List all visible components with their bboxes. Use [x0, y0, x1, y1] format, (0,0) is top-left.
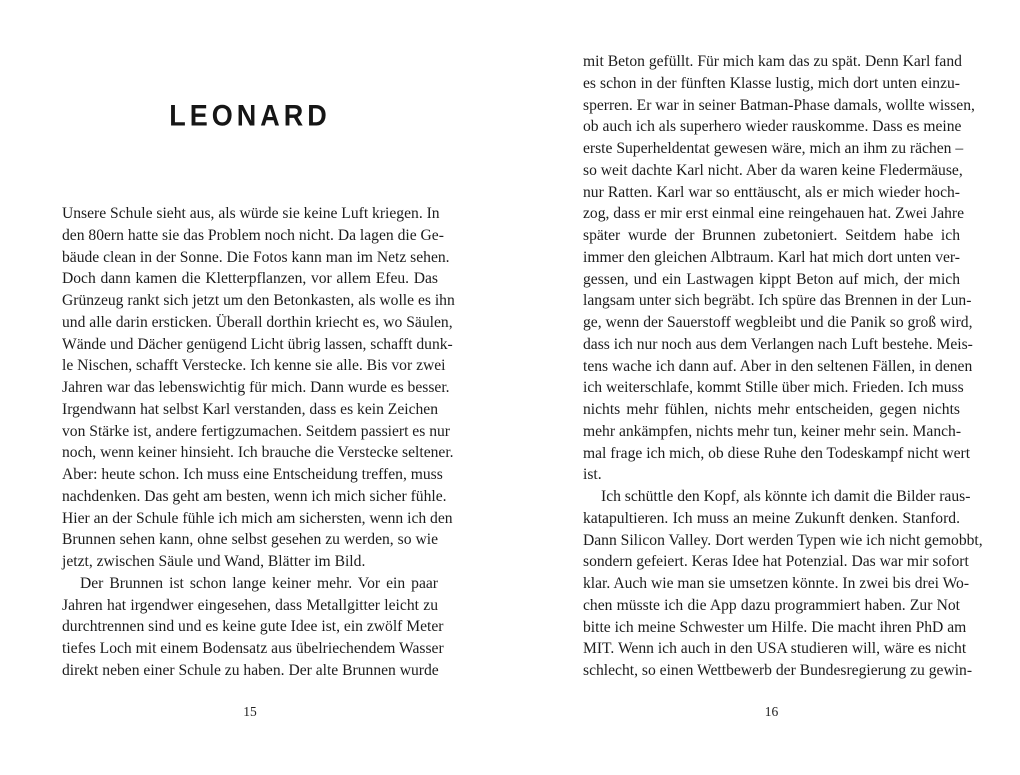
- text-line: Jahren war das lebenswichtig für mich. Dann wurde es besser.: [62, 379, 450, 396]
- text-line: es schon in der fünften Klasse lustig, mich dort unten einzu-: [583, 74, 960, 92]
- text-line: Der Brunnen ist schon lange keiner mehr. Vor ein paar: [80, 574, 438, 592]
- text-line: direkt neben einer Schule zu haben. Der alte Brunnen wurde: [62, 661, 439, 679]
- text-line: Aber: heute schon. Ich muss eine Entscheidung treffen, muss: [62, 466, 443, 483]
- text-line: Jahren hat irgendwer eingesehen, dass Metallgitter leicht zu: [62, 596, 438, 614]
- text-line: ge, wenn der Sauerstoff wegbleibt und die Panik so groß wird,: [583, 314, 973, 331]
- text-line: le Nischen, schafft Verstecke. Ich kenne sie alle. Bis vor zwei: [62, 357, 446, 375]
- text-line: bäude clean in der Sonne. Die Fotos kann man im Netz sehen.: [62, 248, 450, 266]
- text-line: katapultieren. Ich muss an meine Zukunft denken. Stanford.: [583, 509, 960, 527]
- text-line: Unsere Schule sieht aus, als würde sie keine Luft kriegen. In: [62, 205, 440, 222]
- text-line: nur Ratten. Karl war so enttäuscht, als er mich wieder hoch-: [583, 183, 960, 201]
- text-line: durchtrennen sind und es keine gute Idee ist, ein zwölf Meter: [62, 618, 444, 636]
- text-line: nichts mehr fühlen, nichts mehr entscheiden, gegen nichts: [583, 401, 960, 418]
- text-line: MIT. Wenn ich auch in den USA studieren will, wäre es nicht: [583, 640, 967, 658]
- text-line: so weit dachte Karl nicht. Aber da waren keine Fledermäuse,: [583, 161, 963, 179]
- text-line: Ich schüttle den Kopf, als könnte ich damit die Bilder raus-: [601, 488, 971, 505]
- text-line: bitte ich meine Schwester um Hilfe. Die macht ihren PhD am: [583, 618, 967, 636]
- text-line: später wurde der Brunnen zubetoniert. Seitdem habe ich: [583, 227, 960, 244]
- text-line: dass ich nur noch aus dem Verlangen nach Luft bestehe. Meis-: [583, 335, 973, 353]
- text-line: ist.: [583, 466, 602, 484]
- page-right: [583, 0, 983, 775]
- text-line: jetzt, zwischen Säule und Wand, Blätter im Bild.: [62, 553, 366, 570]
- text-line: noch, wenn keiner hinsieht. Ich brauche die Verstecke seltener.: [62, 444, 454, 462]
- text-line: mal frage ich mich, ob diese Ruhe den Todeskampf nicht wert: [583, 444, 971, 462]
- text-line: und alle darin ersticken. Überall dorthin kriecht es, wo Säulen,: [62, 313, 453, 331]
- text-line: Irgendwann hat selbst Karl verstanden, dass es kein Zeichen: [62, 400, 439, 418]
- text-line: ob auch ich als superhero wieder rauskomme. Dass es meine: [583, 118, 962, 136]
- text-line: Wände und Dächer genügend Licht übrig lassen, schafft dunk-: [62, 335, 453, 353]
- text-line: chen müsste ich die App dazu programmiert haben. Zur Not: [583, 596, 960, 614]
- text-line: den 80ern hatte sie das Problem noch nicht. Da lagen die Ge-: [62, 226, 444, 244]
- text-line: schlecht, so einen Wettbewerb der Bundesregierung zu gewin-: [583, 662, 973, 679]
- text-line: gessen, und ein Lastwagen kippt Beton auf mich, der mich: [583, 270, 960, 288]
- text-line: Brunnen sehen kann, ohne selbst gesehen zu werden, so wie: [62, 531, 438, 549]
- text-line: sperren. Er war in seiner Batman-Phase damals, wollte wissen,: [583, 96, 975, 114]
- text-line: tens wache ich dann auf. Aber in den seltenen Fällen, in denen: [583, 357, 973, 375]
- text-line: erste Superheldentat gewesen wäre, mich an ihm zu rächen –: [583, 140, 964, 157]
- text-line: ich weiterschlafe, kommt Stille über mich. Frieden. Ich muss: [583, 379, 964, 397]
- text-line: zog, dass er mir erst einmal eine reingehauen hat. Zwei Jahre: [583, 205, 965, 223]
- text-line: von Stärke ist, andere fertigzumachen. Seitdem passiert es nur: [62, 422, 450, 440]
- text-line: sondern gefeiert. Keras Idee hat Potenzial. Das war mir sofort: [583, 553, 969, 571]
- page-right-text: [583, 51, 983, 682]
- text-line: Dann Silicon Valley. Dort werden Typen wie ich nicht gemobbt,: [583, 531, 983, 549]
- text-line: Grünzeug rankt sich jetzt um den Betonkasten, als wolle es ihn: [62, 292, 455, 309]
- chapter-title: LEONARD: [169, 99, 331, 133]
- text-line: mit Beton gefüllt. Für mich kam das zu spät. Denn Karl fand: [583, 53, 962, 70]
- text-line: tiefes Loch mit einem Bodensatz aus übelriechendem Wasser: [62, 640, 444, 657]
- page-number-left: 15: [243, 704, 257, 719]
- page-left-text: [62, 203, 455, 682]
- text-line: klar. Auch wie man sie umsetzen könnte. In zwei bis drei Wo-: [583, 575, 970, 592]
- page-number-right: 16: [764, 704, 779, 719]
- text-line: Doch dann kamen die Kletterpflanzen, vor allem Efeu. Das: [62, 270, 438, 288]
- text-line: mehr ankämpfen, nichts mehr tun, keiner mehr sein. Manch-: [583, 422, 962, 440]
- page-left: [62, 0, 455, 775]
- text-line: Hier an der Schule fühle ich mich am sichersten, wenn ich den: [62, 509, 453, 527]
- text-line: langsam unter sich begräbt. Ich spüre das Brennen in der Lun-: [583, 292, 972, 310]
- text-line: nachdenken. Das geht am besten, wenn ich mich sicher fühle.: [62, 487, 447, 505]
- text-line: immer den gleichen Albtraum. Karl hat mich dort unten ver-: [583, 248, 960, 266]
